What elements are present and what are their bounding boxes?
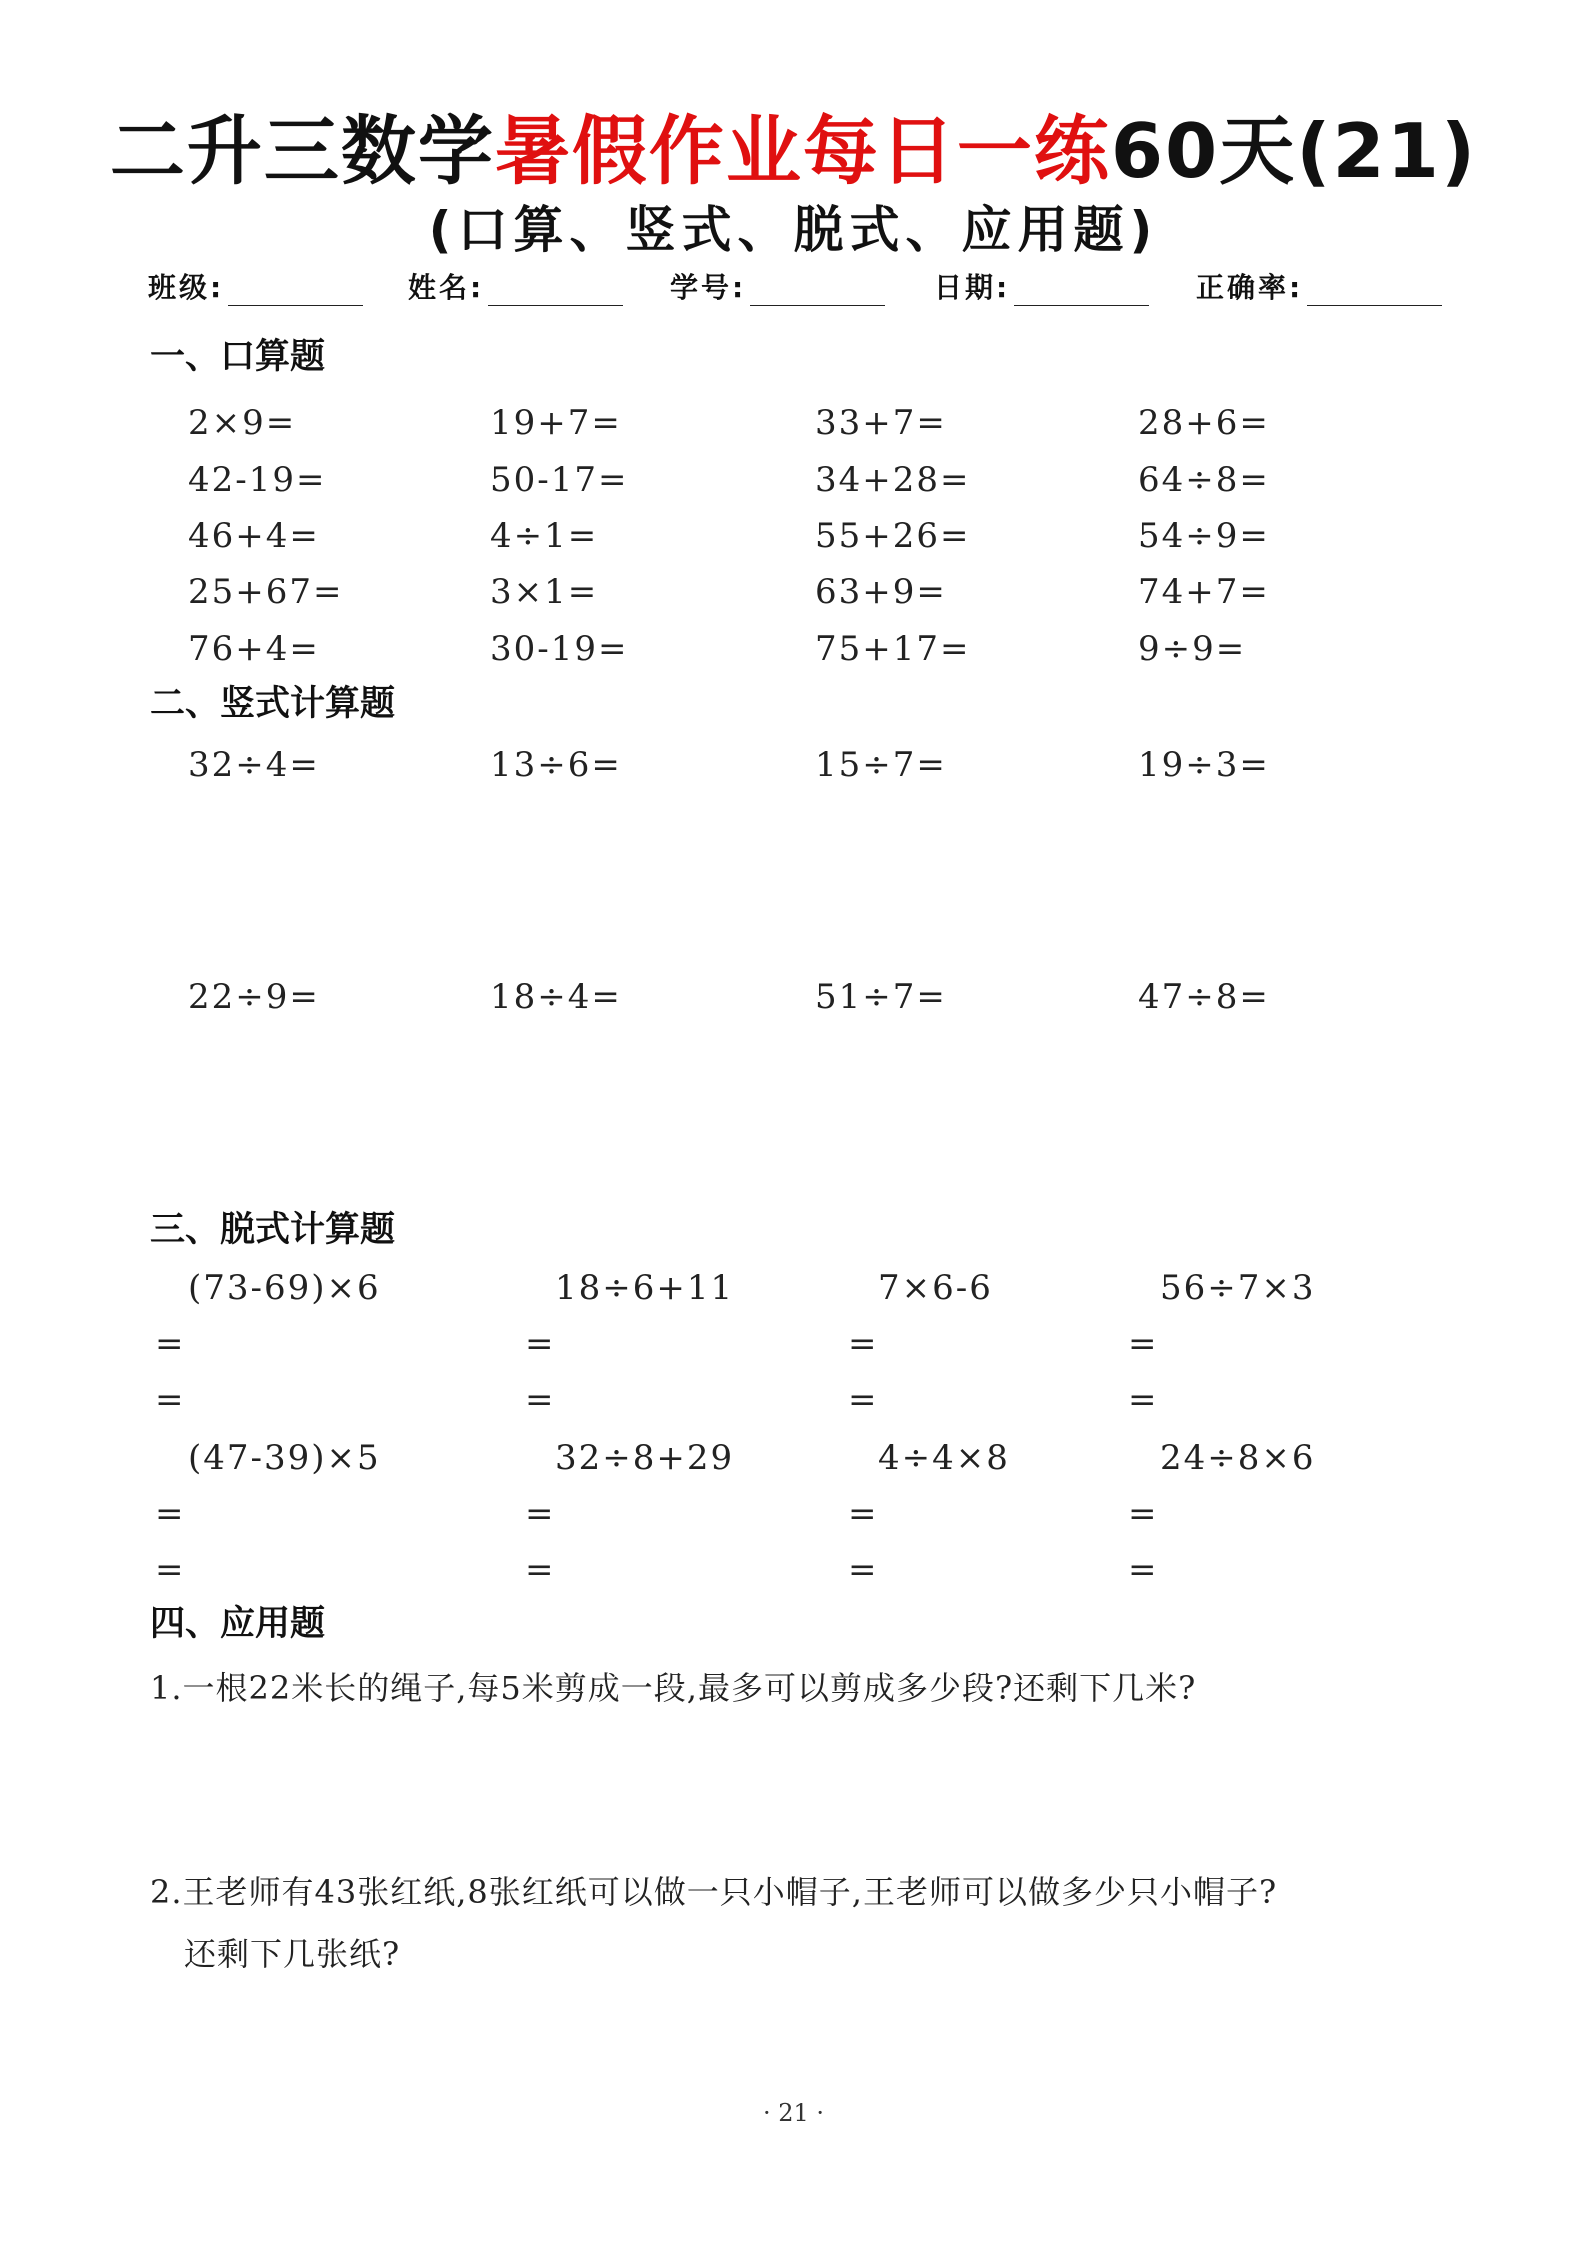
page-number: · 21 · [762, 2099, 825, 2127]
oral-problem: 28+6= [1138, 403, 1270, 443]
date-blank[interactable] [1014, 275, 1149, 306]
class-label: 班级: [148, 271, 225, 304]
vertical-problem: 32÷4= [188, 745, 320, 785]
stepwise-problem: (47-39)×5 [188, 1438, 381, 1478]
oral-problem: 46+4= [188, 516, 320, 556]
class-field [148, 270, 363, 306]
section-vertical-heading: 二、竖式计算题 [150, 684, 396, 724]
title-black: 二升三数学 [109, 107, 495, 195]
word-problem-2: 2.王老师有43张红纸,8张红纸可以做一只小帽子,王老师可以做多少只小帽子? [150, 1873, 1278, 1911]
section-oral-heading: 一、口算题 [150, 337, 326, 377]
word-problem-2-continued: 还剩下几张纸? [184, 1935, 401, 1973]
vertical-problem: 19÷3= [1138, 745, 1270, 785]
equals-sign: = [848, 1380, 877, 1420]
oral-problem: 2×9= [188, 403, 297, 443]
oral-problem: 9÷9= [1138, 629, 1247, 669]
name-label: 姓名: [408, 271, 485, 304]
name-field [408, 270, 623, 306]
stepwise-problem: 4÷4×8 [878, 1438, 1010, 1478]
equals-sign: = [848, 1324, 877, 1364]
equals-sign: = [525, 1324, 554, 1364]
vertical-problem: 51÷7= [815, 977, 947, 1017]
oral-problem: 4÷1= [490, 516, 599, 556]
stepwise-problem: 18÷6+11 [555, 1268, 735, 1308]
oral-problem: 63+9= [815, 572, 947, 612]
section-stepwise-heading: 三、脱式计算题 [150, 1210, 396, 1250]
class-blank[interactable] [228, 275, 363, 306]
accuracy-field [1196, 270, 1442, 306]
oral-problem: 25+67= [188, 572, 344, 612]
oral-problem: 54÷9= [1138, 516, 1270, 556]
stepwise-problem: 7×6-6 [878, 1268, 993, 1308]
equals-sign: = [155, 1324, 184, 1364]
oral-problem: 30-19= [490, 629, 629, 669]
vertical-problem: 15÷7= [815, 745, 947, 785]
accuracy-blank[interactable] [1307, 275, 1442, 306]
section-word-heading: 四、应用题 [150, 1604, 326, 1644]
equals-sign: = [848, 1494, 877, 1534]
equals-sign: = [525, 1494, 554, 1534]
equals-sign: = [848, 1550, 877, 1590]
equals-sign: = [155, 1550, 184, 1590]
oral-problem: 50-17= [490, 460, 629, 500]
oral-problem: 34+28= [815, 460, 971, 500]
equals-sign: = [155, 1380, 184, 1420]
page-title [0, 106, 1587, 196]
oral-problem: 64÷8= [1138, 460, 1270, 500]
stepwise-problem: (73-69)×6 [188, 1268, 381, 1308]
name-blank[interactable] [488, 275, 623, 306]
date-label: 日期: [934, 271, 1011, 304]
vertical-problem: 22÷9= [188, 977, 320, 1017]
stepwise-problem: 32÷8+29 [555, 1438, 735, 1478]
equals-sign: = [1128, 1380, 1157, 1420]
stepwise-problem: 56÷7×3 [1160, 1268, 1316, 1308]
student-id-blank[interactable] [750, 275, 885, 306]
page-subtitle: (口算、竖式、脱式、应用题) [428, 201, 1159, 259]
vertical-problem: 13÷6= [490, 745, 622, 785]
word-problem-1: 1.一根22米长的绳子,每5米剪成一段,最多可以剪成多少段?还剩下几米? [150, 1669, 1197, 1707]
student-id-field [670, 270, 885, 306]
date-field [934, 270, 1149, 306]
oral-problem: 3×1= [490, 572, 599, 612]
title-tail: 60天(21) [1110, 107, 1478, 195]
oral-problem: 42-19= [188, 460, 327, 500]
stepwise-problem: 24÷8×6 [1160, 1438, 1316, 1478]
equals-sign: = [155, 1494, 184, 1534]
equals-sign: = [1128, 1550, 1157, 1590]
accuracy-label: 正确率: [1196, 271, 1304, 304]
title-red: 暑假作业每日一练 [494, 107, 1111, 195]
vertical-problem: 18÷4= [490, 977, 622, 1017]
oral-problem: 19+7= [490, 403, 622, 443]
equals-sign: = [1128, 1494, 1157, 1534]
equals-sign: = [525, 1550, 554, 1590]
vertical-problem: 47÷8= [1138, 977, 1270, 1017]
oral-problem: 76+4= [188, 629, 320, 669]
oral-problem: 55+26= [815, 516, 971, 556]
student-id-label: 学号: [670, 271, 747, 304]
oral-problem: 74+7= [1138, 572, 1270, 612]
equals-sign: = [1128, 1324, 1157, 1364]
oral-problem: 33+7= [815, 403, 947, 443]
oral-problem: 75+17= [815, 629, 971, 669]
equals-sign: = [525, 1380, 554, 1420]
